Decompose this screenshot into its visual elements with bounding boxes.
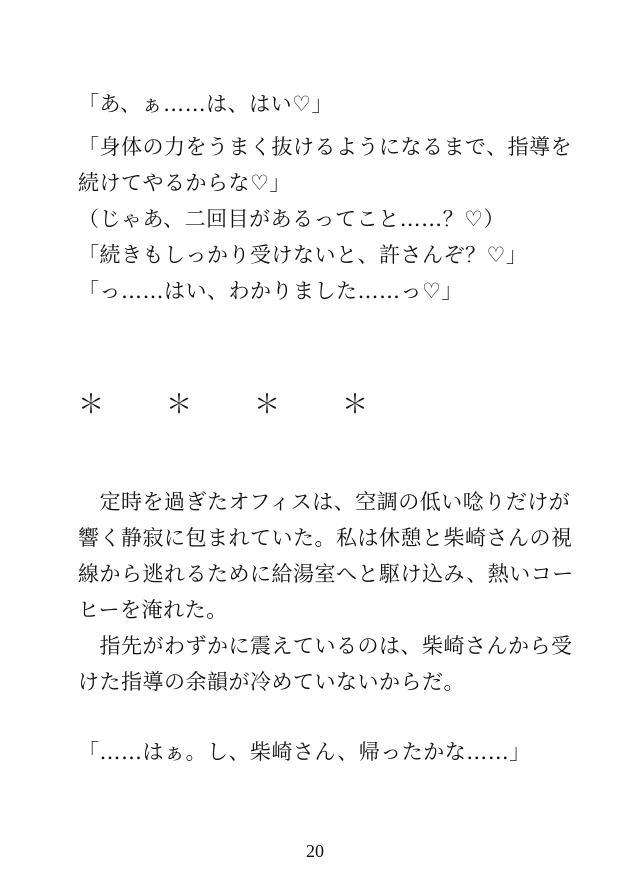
narrative-line: けた指導の余韻が冷めていないからだ。 [78,670,465,694]
narrative-line: ヒーを淹れた。 [78,598,228,622]
scene-break: ＊ ＊ ＊ ＊ [78,390,387,420]
dialogue-line: 「続きもしっかり受けないと、許さんぞ？♡」 [78,243,528,267]
page-number: 20 [306,841,324,861]
narrative-line: 線から逃れるために給湯室へと駆け込み、熱いコー [78,562,574,586]
dialogue-line: （じゃあ、二回目があるってこと……？♡） [78,207,505,231]
narrative-line: 指先がわずかに震えているのは、柴崎さんから受 [78,634,573,658]
dialogue-line: 「あ、ぁ……は、はい♡」 [78,92,333,116]
dialogue-line: 「っ……はい、わかりました……っ♡」 [78,279,463,303]
dialogue-line: 続けてやるからな♡」 [78,171,291,195]
narrative-line: 定時を過ぎたオフィスは、空調の低い唸りだけが [78,490,571,514]
dialogue-line: 「身体の力をうまく抜けるようになるまで、指導を [78,135,573,159]
closing-dialogue-line: 「……はぁ。し、柴崎さん、帰ったかな……」 [78,740,531,764]
narrative-line: 響く静寂に包まれていた。私は休憩と柴崎さんの視 [78,526,573,550]
